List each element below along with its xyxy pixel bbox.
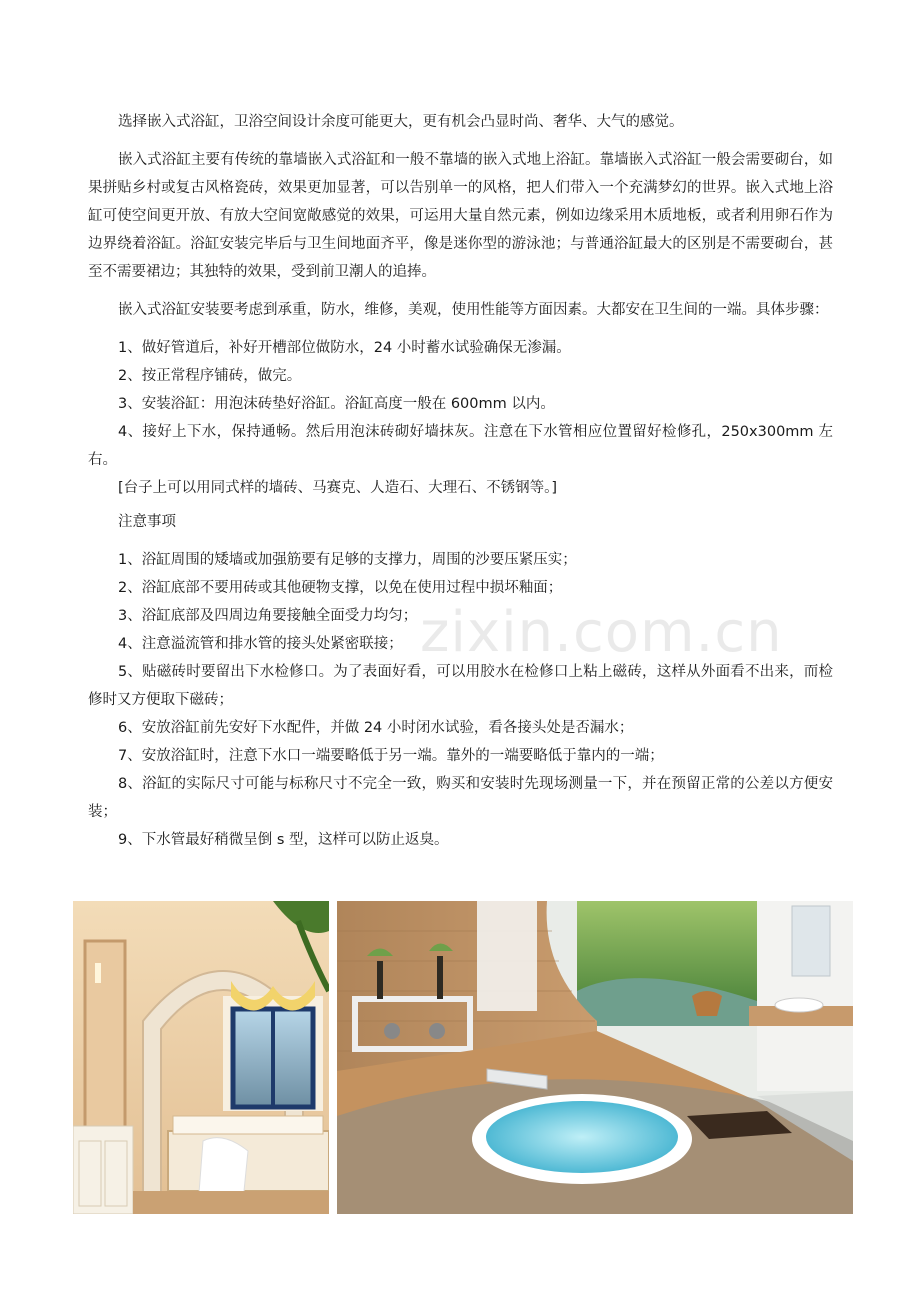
step-note: [台子上可以用同式样的墙砖、马赛克、人造石、大理石、不锈钢等。] (118, 480, 558, 496)
step-item: 2、按正常程序铺砖，做完。 (118, 368, 302, 384)
watermark: zixin.com.cn (420, 600, 783, 665)
notes-list (88, 546, 833, 854)
note-item: 6、安放浴缸前先安好下水配件，并做 24 小时闭水试验，看各接头处是否漏水； (118, 720, 634, 736)
note-item: 2、浴缸底部不要用砖或其他硬物支撑，以免在使用过程中损坏釉面； (118, 580, 563, 596)
note-item: 3、浴缸底部及四周边角要接触全面受力均匀； (118, 608, 418, 624)
note-item: 7、安放浴缸时，注意下水口一端要略低于另一端。靠外的一端要略低于靠内的一端； (118, 748, 664, 764)
sunken-tub-photo (337, 901, 853, 1214)
step-item: 4、接好上下水，保持通畅。然后用泡沫砖砌好墙抹灰。注意在下水管相应位置留好检修孔，250x300mm 左右。 (88, 424, 833, 468)
step-item: 1、做好管道后，补好开槽部位做防水，24 小时蓄水试验确保无渗漏。 (118, 340, 571, 356)
note-item: 5、贴磁砖时要留出下水检修口。为了表面好看，可以用胶水在检修口上粘上磁砖，这样从外面看不出来，而检修时又方便取下磁砖； (88, 664, 833, 708)
document-body (88, 108, 833, 854)
note-item: 1、浴缸周围的矮墙或加强筋要有足够的支撑力，周围的沙要压紧压实； (118, 552, 577, 568)
note-item: 4、注意溢流管和排水管的接头处紧密联接； (118, 636, 403, 652)
intro-paragraph: 选择嵌入式浴缸，卫浴空间设计余度可能更大，更有机会凸显时尚、奢华、大气的感觉。 (118, 114, 684, 130)
note-item: 8、浴缸的实际尺寸可能与标称尺寸不完全一致，购买和安装时先现场测量一下，并在预留正常的公差以方便安装； (88, 776, 833, 820)
step-item: 3、安装浴缸：用泡沫砖垫好浴缸。浴缸高度一般在 600mm 以内。 (118, 396, 555, 412)
install-paragraph: 嵌入式浴缸安装要考虑到承重，防水，维修，美观，使用性能等方面因素。大都安在卫生间的一端。具体步骤： (118, 302, 829, 318)
notes-heading: 注意事项 (118, 514, 176, 530)
classic-bathroom-photo (73, 901, 329, 1214)
steps-list (88, 334, 833, 502)
note-item: 9、下水管最好稍微呈倒 s 型，这样可以防止返臭。 (118, 832, 449, 848)
types-paragraph: 嵌入式浴缸主要有传统的靠墙嵌入式浴缸和一般不靠墙的嵌入式地上浴缸。靠墙嵌入式浴缸一般会需要砌台，如果拼贴乡村或复古风格瓷砖，效果更加显著，可以告别单一的风格，把人们带入一个充满梦幻的世界。嵌入式地上浴缸可使空间更开放、有放大空间宽敞感觉的效果，可运用大量自然元素，例如边缘采用木质地板，或者利用卵石作为边界绕着浴缸。浴缸安装完毕后与卫生间地面齐平，像是迷你型的游泳池；与普通浴缸最大的区别是不需要砌台，甚至不需要裙边；其独特的效果，受到前卫潮人的追捧。 (88, 152, 833, 280)
